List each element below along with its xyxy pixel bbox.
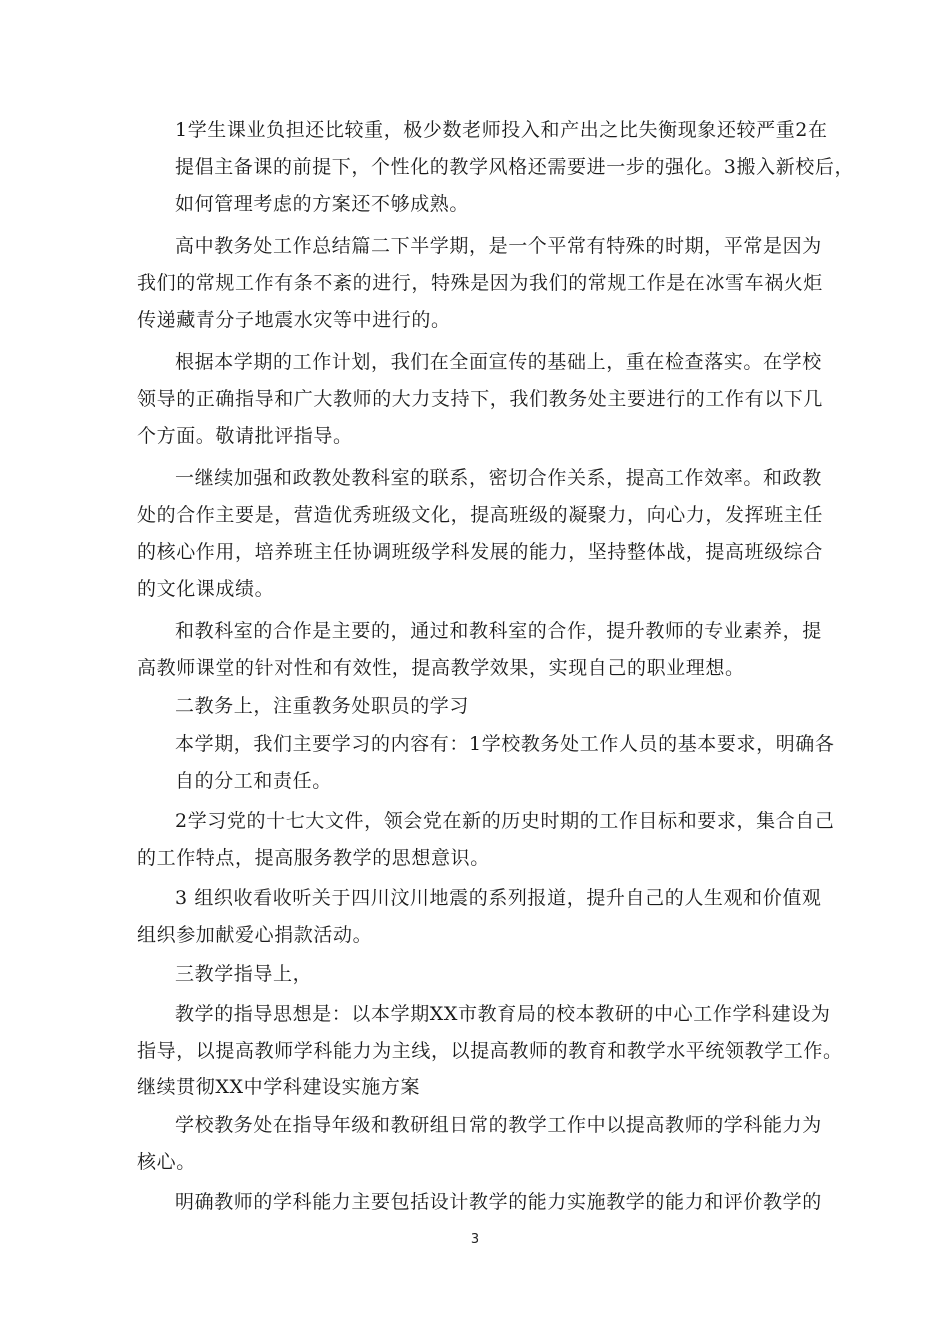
- text-line: 2学习党的十七大文件，领会党在新的历史时期的工作目标和要求，集合自己: [175, 810, 835, 832]
- text-line: 组织参加献爱心捐款活动。: [137, 924, 373, 946]
- text-line: 处的合作主要是，营造优秀班级文化，提高班级的凝聚力，向心力，发挥班主任: [137, 504, 824, 526]
- text-line: 核心。: [137, 1151, 196, 1173]
- text-line: 的工作特点，提高服务教学的思想意识。: [137, 847, 490, 869]
- text-line: 自的分工和责任。: [175, 770, 332, 792]
- text-line: 一继续加强和政教处教科室的联系，密切合作关系，提高工作效率。和政教: [175, 467, 822, 489]
- text-line: 明确教师的学科能力主要包括设计教学的能力实施教学的能力和评价教学的: [175, 1191, 822, 1213]
- text-line: 我们的常规工作有条不紊的进行，特殊是因为我们的常规工作是在冰雪车祸火炬: [137, 272, 824, 294]
- text-line: 继续贯彻XX中学科建设实施方案: [137, 1076, 421, 1098]
- text-line: 和教科室的合作是主要的，通过和教科室的合作，提升教师的专业素养，提: [175, 620, 822, 642]
- section-heading: 二教务上，注重教务处职员的学习: [175, 695, 470, 717]
- section-heading: 三教学指导上，: [175, 963, 313, 985]
- page-number: 3: [470, 1232, 480, 1247]
- text-line: 的核心作用，培养班主任协调班级学科发展的能力，坚持整体战，提高班级综合: [137, 541, 824, 563]
- text-line: 3 组织收看收听关于四川汶川地震的系列报道，提升自己的人生观和价值观: [175, 887, 822, 909]
- text-line: 高教师课堂的针对性和有效性，提高教学效果，实现自己的职业理想。: [137, 657, 745, 679]
- text-line: 如何管理考虑的方案还不够成熟。: [175, 193, 470, 215]
- text-line: 个方面。敬请批评指导。: [137, 425, 353, 447]
- text-line: 学校教务处在指导年级和教研组日常的教学工作中以提高教师的学科能力为: [175, 1114, 822, 1136]
- text-line: 1学生课业负担还比较重，极少数老师投入和产出之比失衡现象还较严重2在: [175, 119, 828, 141]
- text-line: 的文化课成绩。: [137, 578, 275, 600]
- text-line: 传递藏青分子地震水灾等中进行的。: [137, 309, 451, 331]
- text-line: 高中教务处工作总结篇二下半学期，是一个平常有特殊的时期，平常是因为: [175, 235, 822, 257]
- text-line: 本学期，我们主要学习的内容有：1学校教务处工作人员的基本要求，明确各: [175, 733, 835, 755]
- text-line: 根据本学期的工作计划，我们在全面宣传的基础上，重在检查落实。在学校: [175, 351, 822, 373]
- text-line: 领导的正确指导和广大教师的大力支持下，我们教务处主要进行的工作有以下几: [137, 388, 824, 410]
- text-line: 提倡主备课的前提下，个性化的教学风格还需要进一步的强化。3搬入新校后，: [175, 156, 855, 178]
- text-line: 指导，以提高教师学科能力为主线，以提高教师的教育和教学水平统领教学工作。: [137, 1040, 843, 1062]
- text-line: 教学的指导思想是：以本学期XX市教育局的校本教研的中心工作学科建设为: [175, 1003, 831, 1025]
